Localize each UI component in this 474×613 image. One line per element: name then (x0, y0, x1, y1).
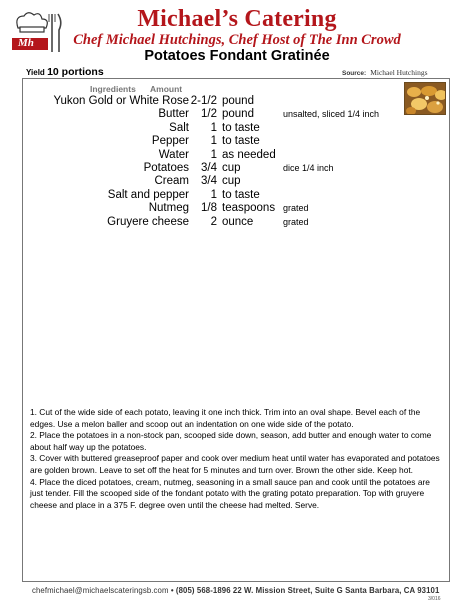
ingredient-quantity: 1/2 (201, 108, 217, 121)
amount-header: Amount (150, 84, 183, 94)
ingredient-name: Nutmeg (148, 202, 189, 215)
brand-subtitle: Chef Michael Hutchings, Chef Host of The Inn Crowd (73, 32, 401, 48)
ingredient-name: Gruyere cheese (107, 215, 189, 228)
ingredient-row (0, 108, 474, 121)
footer-contact (32, 586, 452, 595)
brand-title: Michael’s Catering (137, 6, 337, 32)
ingredient-quantity: 1 (210, 188, 217, 201)
ingredient-row (0, 202, 474, 215)
yield (26, 66, 104, 78)
source-value: Michael Hutchings (370, 68, 428, 77)
ingredient-row (0, 189, 474, 202)
ingredient-name: Water (158, 148, 189, 161)
method-step: 2. Place the potatoes in a non-stock pan, scooped side down, season, add butter and enough water to come about half way up the potatoes. (30, 430, 432, 452)
ingredient-name: Cream (154, 175, 189, 188)
ingredient-row (0, 95, 474, 108)
ingredient-name: Pepper (151, 135, 189, 148)
source-label: Source: (342, 70, 367, 77)
ingredients-header: Ingredients (90, 84, 136, 94)
ingredient-quantity: 2 (210, 215, 217, 228)
ingredient-row (0, 122, 474, 135)
ingredient-row (0, 162, 474, 175)
ingredient-note: grated (283, 216, 309, 227)
ingredient-quantity: 1 (210, 135, 217, 148)
ingredient-name: Yukon Gold or White Rose (53, 95, 189, 107)
ingredient-name: Potatoes (143, 162, 189, 174)
ingredient-unit: teaspoons (222, 202, 276, 215)
ingredient-unit: to taste (222, 135, 260, 148)
ingredient-row (0, 175, 474, 188)
ingredient-unit: as needed (222, 148, 276, 161)
ingredient-quantity: 1/8 (201, 202, 217, 215)
recipe-title: Potatoes Fondant Gratinée (144, 48, 330, 64)
ingredient-quantity: 3/4 (201, 162, 217, 174)
ingredient-unit: pound (222, 108, 254, 121)
ingredient-row (0, 135, 474, 148)
method-steps (30, 407, 444, 511)
ingredient-row (0, 149, 474, 162)
footer-details: • (805) 568-1896 22 W. Mission Street, Suite G Santa Barbara, CA 93101 (168, 586, 440, 595)
ingredient-name: Salt and pepper (107, 188, 189, 201)
logo-monogram: Mh (18, 37, 34, 49)
ingredient-quantity: 1 (210, 121, 217, 134)
ingredient-name: Butter (158, 108, 189, 121)
method-step: 3. Cover with buttered greaseproof paper and cook over medium heat until water has evaporated and potatoes are golden brown. Leave to set off the heat for 5 minutes and turn over. Brown the other side. Keep hot. (30, 453, 440, 475)
yield-label: Yield (26, 68, 45, 77)
ingredient-unit: cup (222, 162, 241, 174)
footer-email[interactable]: chefmichael@michaelscateringsb.com (32, 586, 169, 595)
ingredient-note: dice 1/4 inch (283, 163, 334, 173)
document-code: 3/016 (428, 596, 441, 602)
yield-value: 10 portions (47, 66, 104, 78)
ingredient-unit: ounce (222, 215, 254, 228)
ingredient-quantity: 2-1/2 (190, 95, 217, 107)
method-step: 1. Cut of the wide side of each potato, leaving it one inch thick. Trim into an oval shape. Bevel each of the edges. Use a melon baller and scoop out an indentation on one wide side of the potato. (30, 407, 421, 429)
method-step: 4. Place the diced potatoes, cream, nutmeg, seasoning in a small sauce pan and cook until the potatoes are just tender. Fill the scooped side of the fondant potato with the grating potato preparation. Top with gruyere cheese and place in a 375 F. degree oven until the cheese had melted. Serve. (30, 476, 430, 510)
source (342, 68, 427, 77)
ingredient-note: grated (283, 203, 309, 214)
ingredient-quantity: 3/4 (201, 175, 217, 188)
ingredient-row (0, 216, 474, 229)
ingredient-unit: to taste (222, 188, 260, 201)
ingredient-unit: cup (222, 175, 241, 188)
ingredient-note: unsalted, sliced 1/4 inch (283, 109, 380, 120)
ingredient-quantity: 1 (210, 148, 217, 161)
ingredient-name: Salt (169, 121, 189, 134)
ingredient-unit: to taste (222, 121, 260, 134)
ingredient-unit: pound (222, 95, 254, 107)
